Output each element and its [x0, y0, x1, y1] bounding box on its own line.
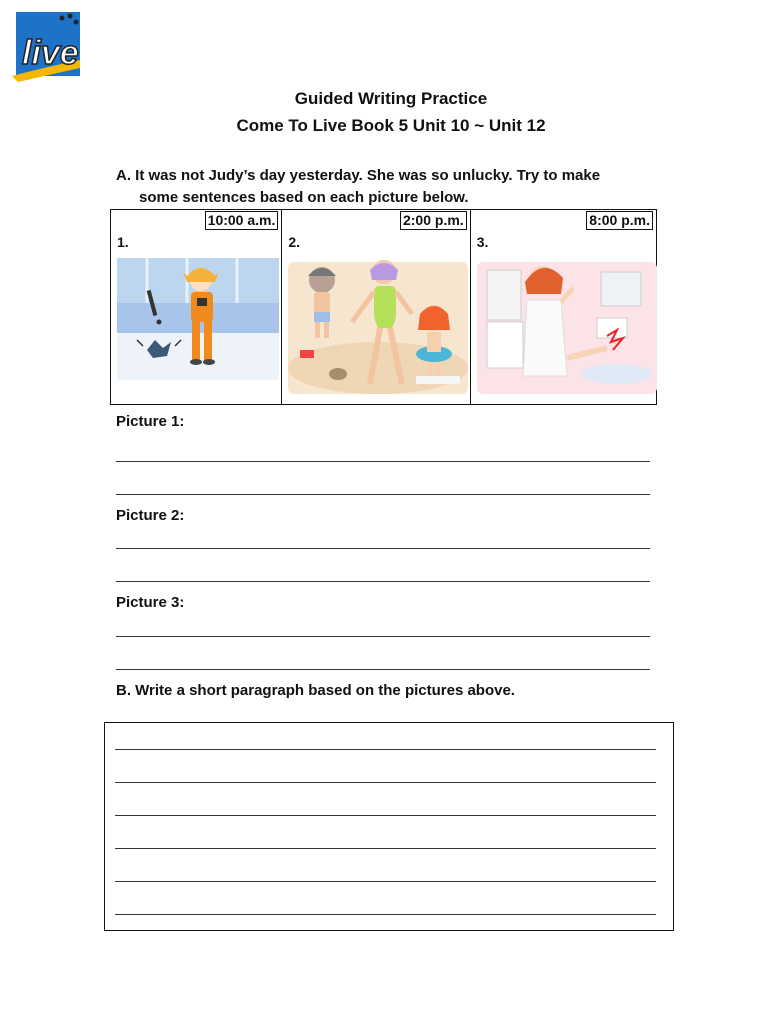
picture-2-label: Picture 2:	[116, 507, 185, 524]
instruction-line-1: A. It was not Judy’s day yesterday. She was so unlucky. Try to make	[116, 167, 601, 184]
paragraph-line[interactable]	[115, 848, 656, 849]
picture-panels	[110, 209, 657, 405]
picture-panel-1	[111, 210, 281, 404]
paragraph-line[interactable]	[115, 749, 656, 750]
answer-line[interactable]	[116, 669, 650, 670]
paragraph-writing-box[interactable]	[104, 722, 674, 931]
picture-1-label: Picture 1:	[116, 413, 185, 430]
answer-line[interactable]	[116, 636, 650, 637]
girl-dropping-phone-illustration	[117, 258, 279, 380]
panel-number: 1.	[117, 234, 129, 250]
panel-time: 8:00 p.m.	[586, 211, 653, 230]
picture-panel-3	[470, 210, 656, 404]
svg-text:live: live	[22, 34, 79, 72]
picture-panel-2	[281, 210, 469, 404]
answer-line[interactable]	[116, 548, 650, 549]
answer-line[interactable]	[116, 494, 650, 495]
paragraph-line[interactable]	[115, 881, 656, 882]
paragraph-line[interactable]	[115, 782, 656, 783]
section-b-instruction: B. Write a short paragraph based on the pictures above.	[116, 682, 515, 699]
answer-line[interactable]	[116, 461, 650, 462]
page-subtitle: Come To Live Book 5 Unit 10 ~ Unit 12	[236, 116, 546, 135]
live-logo	[12, 10, 84, 82]
bathroom-slip-illustration	[477, 258, 657, 394]
section-a-instruction	[116, 165, 636, 209]
instruction-line-2: some sentences based on each picture below.	[139, 189, 469, 206]
paragraph-line[interactable]	[115, 914, 656, 915]
page-title: Guided Writing Practice	[294, 89, 488, 108]
answer-line[interactable]	[116, 581, 650, 582]
panel-time: 2:00 p.m.	[400, 211, 467, 230]
panel-time: 10:00 a.m.	[205, 211, 279, 230]
panel-number: 2.	[288, 234, 301, 250]
paragraph-line[interactable]	[115, 815, 656, 816]
panel-number: 3.	[476, 234, 489, 250]
picture-3-label: Picture 3:	[116, 594, 185, 611]
beach-sunburn-illustration	[288, 258, 468, 394]
